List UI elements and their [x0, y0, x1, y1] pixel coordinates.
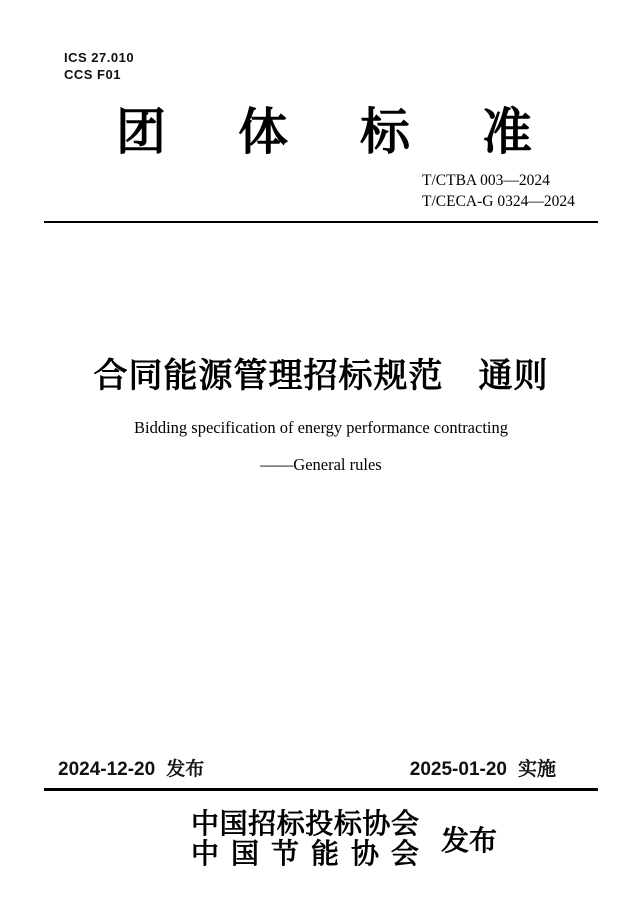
implement-date: 2025-01-20: [409, 759, 507, 780]
implement-date-item: [410, 759, 556, 781]
ccs-code: CCS F01: [64, 67, 121, 82]
char: 国: [219, 809, 248, 840]
publisher-primary: [191, 810, 419, 840]
implement-label: 实施: [517, 759, 556, 780]
char: 标: [333, 809, 362, 840]
issue-date-item: [58, 759, 204, 781]
header-divider-line: [44, 221, 598, 223]
issue-label: 发布: [166, 759, 205, 780]
char: 团: [116, 104, 166, 160]
char: 能: [310, 839, 339, 870]
standard-numbers: [422, 171, 575, 212]
publish-action-label: 发布: [441, 826, 498, 857]
char: 中: [191, 809, 220, 840]
char: 节: [270, 839, 299, 870]
main-title-chinese: 合同能源管理招标规范 通则: [93, 357, 549, 395]
char: 标: [360, 104, 410, 160]
standard-number-secondary: T/CECA-G 0324—2024: [422, 192, 575, 210]
publishers-block: [191, 810, 419, 870]
issue-date: 2024-12-20: [58, 759, 156, 780]
char: 协: [362, 809, 391, 840]
char: 标: [276, 809, 305, 840]
footer-divider-line: [44, 788, 598, 791]
subtitle-english: ——General rules: [260, 455, 382, 474]
standard-number-primary: T/CTBA 003—2024: [422, 172, 550, 189]
char: 准: [482, 104, 532, 160]
char: 协: [350, 839, 379, 870]
char: 会: [390, 839, 419, 870]
char: 投: [305, 809, 334, 840]
char: 体: [238, 104, 288, 160]
date-row: [58, 759, 556, 781]
ics-code: ICS 27.010: [64, 50, 135, 65]
char: 招: [248, 809, 277, 840]
char: 国: [230, 839, 259, 870]
main-title-english: Bidding specification of energy performance contracting: [133, 418, 508, 437]
document-type-title: [116, 104, 532, 160]
publisher-secondary: [191, 840, 419, 870]
classification-codes: [64, 49, 134, 83]
char: 会: [390, 809, 419, 840]
char: 中: [191, 839, 220, 870]
